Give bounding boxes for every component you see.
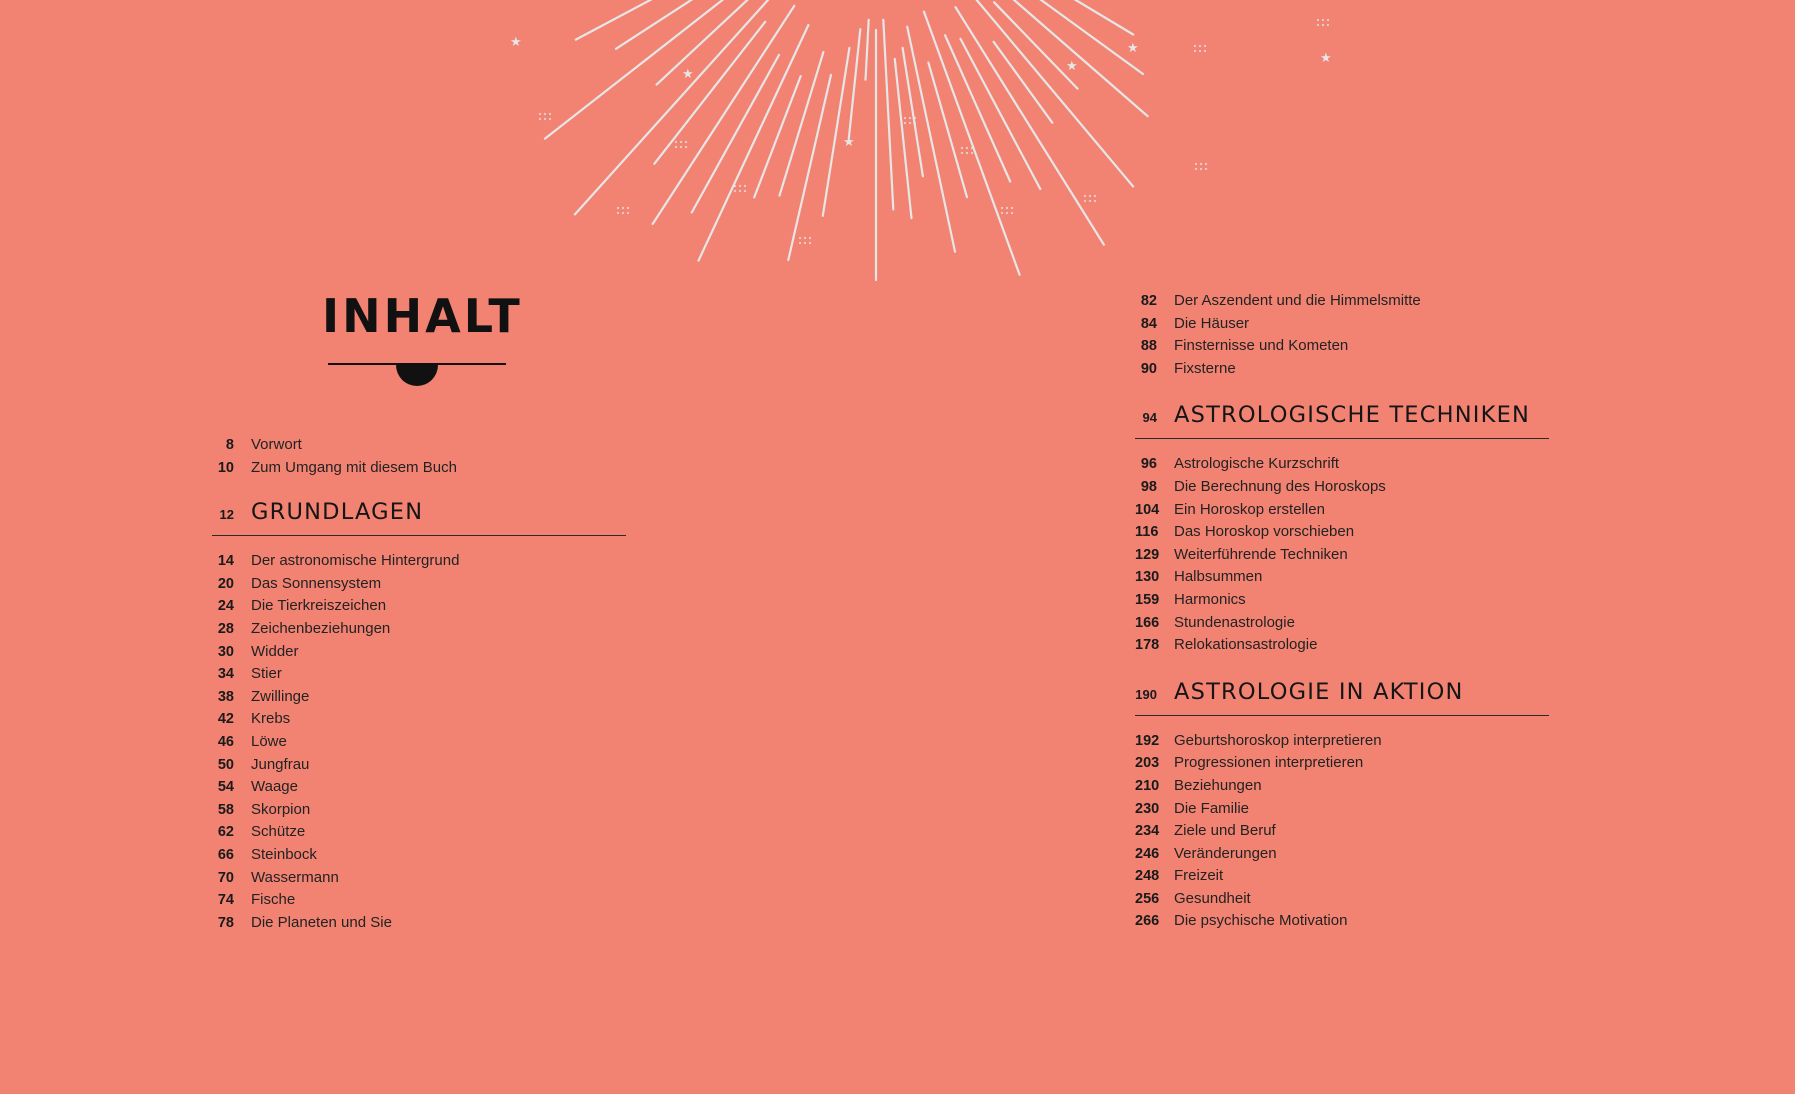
toc-entry[interactable] bbox=[1135, 612, 1549, 635]
toc-entry-label: Geburtshoroskop interpretieren bbox=[1174, 731, 1382, 749]
sparkle-dot bbox=[627, 207, 629, 209]
sparkle-dot bbox=[1011, 207, 1013, 209]
toc-page-number: 10 bbox=[217, 459, 234, 476]
sparkle-dot bbox=[1006, 212, 1008, 214]
sparkle-dot bbox=[675, 141, 677, 143]
sparkle-dot bbox=[544, 118, 546, 120]
section-entries bbox=[1135, 730, 1549, 933]
toc-entry[interactable] bbox=[212, 844, 626, 867]
sparkle-dot bbox=[1317, 19, 1319, 21]
toc-entry[interactable] bbox=[1135, 476, 1549, 499]
section-entries bbox=[1135, 453, 1549, 656]
toc-entry[interactable] bbox=[212, 457, 626, 480]
star-icon: ★ bbox=[1066, 59, 1078, 74]
sparkle-dot bbox=[799, 242, 801, 244]
toc-entry-label: Der Aszendent und die Himmelsmitte bbox=[1174, 292, 1421, 309]
sparkle-dot bbox=[734, 185, 736, 187]
sparkle-dot bbox=[627, 212, 629, 214]
toc-entry-label: Wassermann bbox=[251, 868, 339, 886]
toc-right-column bbox=[1135, 290, 1549, 933]
sparkle-dot bbox=[914, 117, 916, 119]
sparkle-dot bbox=[809, 237, 811, 239]
page-title: INHALT bbox=[322, 289, 523, 343]
sparkle-dot bbox=[539, 113, 541, 115]
toc-entry-label: Vorwort bbox=[251, 436, 302, 453]
continued-entries bbox=[1135, 290, 1549, 380]
toc-entry[interactable] bbox=[212, 708, 626, 731]
toc-page-number: 74 bbox=[217, 892, 234, 909]
toc-entry-label: Steinbock bbox=[251, 845, 317, 863]
toc-page-number: 98 bbox=[1140, 478, 1157, 495]
sparkle-dot bbox=[1200, 163, 1202, 165]
toc-entry-label: Freizeit bbox=[1174, 867, 1224, 885]
star-icon: ★ bbox=[1127, 41, 1139, 56]
toc-entry-label: Harmonics bbox=[1174, 590, 1246, 608]
sparkle-dot bbox=[1204, 45, 1206, 47]
toc-page-number: 230 bbox=[1135, 800, 1160, 817]
toc-entry[interactable] bbox=[212, 434, 626, 457]
toc-entry-label: Löwe bbox=[251, 732, 287, 750]
star-icon: ★ bbox=[843, 135, 855, 150]
sparkle-dot bbox=[1194, 50, 1196, 52]
section-title: ASTROLOGISCHE TECHNIKEN bbox=[1174, 402, 1531, 429]
sparkle-dot bbox=[1200, 168, 1202, 170]
toc-entry-label: Relokationsastrologie bbox=[1174, 636, 1318, 654]
toc-entry-label: Zeichenbeziehungen bbox=[251, 619, 391, 637]
toc-entry[interactable] bbox=[1135, 335, 1549, 358]
toc-entry-label: Das Sonnensystem bbox=[251, 574, 382, 592]
toc-entry-label: Finsternisse und Kometen bbox=[1174, 337, 1349, 355]
toc-page-number: 28 bbox=[217, 620, 234, 637]
toc-entry[interactable] bbox=[1135, 453, 1549, 476]
sparkle-dot bbox=[1322, 24, 1324, 26]
toc-entry[interactable] bbox=[212, 618, 626, 641]
section-page-number: 12 bbox=[219, 507, 234, 523]
ray-line bbox=[972, 0, 1133, 186]
sparkle-dot bbox=[804, 237, 806, 239]
toc-page-number: 234 bbox=[1135, 823, 1160, 840]
toc-page-number: 203 bbox=[1135, 755, 1160, 772]
ray-line bbox=[754, 76, 801, 197]
toc-entry[interactable] bbox=[1135, 775, 1549, 798]
sparkle-dot bbox=[685, 146, 687, 148]
toc-page-number: 66 bbox=[217, 846, 234, 863]
sparkle-dot bbox=[539, 118, 541, 120]
sparkle-dot bbox=[909, 117, 911, 119]
toc-page-number: 54 bbox=[217, 779, 234, 796]
sparkle-dot bbox=[1327, 24, 1329, 26]
sparkle-dot bbox=[966, 152, 968, 154]
sparkle-dot bbox=[617, 207, 619, 209]
sparkle-dot bbox=[1094, 200, 1096, 202]
toc-entry[interactable] bbox=[212, 550, 626, 573]
sparkle-dot bbox=[1322, 19, 1324, 21]
sparkle-dot bbox=[1205, 168, 1207, 170]
sparkle-dot bbox=[971, 147, 973, 149]
sparkle-dot bbox=[1089, 195, 1091, 197]
sparkle-dot bbox=[914, 122, 916, 124]
ray-line bbox=[823, 48, 850, 216]
toc-page-number: 88 bbox=[1140, 338, 1157, 355]
sparkle-dot bbox=[744, 190, 746, 192]
toc-entry[interactable] bbox=[1135, 290, 1549, 313]
section-astrologische-techniken bbox=[1135, 402, 1549, 439]
sunburst-rays-icon bbox=[0, 0, 1795, 330]
toc-entry-label: Die Berechnung des Horoskops bbox=[1174, 477, 1386, 495]
sparkle-dot bbox=[744, 185, 746, 187]
toc-page-number: 90 bbox=[1140, 360, 1157, 377]
toc-entry[interactable] bbox=[1135, 313, 1549, 336]
toc-entry[interactable] bbox=[1135, 566, 1549, 589]
sparkle-dot bbox=[1094, 195, 1096, 197]
sparkle-dot bbox=[1194, 45, 1196, 47]
toc-entry[interactable] bbox=[212, 776, 626, 799]
toc-entry-label: Fische bbox=[251, 891, 296, 909]
toc-page-number: 50 bbox=[217, 756, 234, 773]
half-circle-icon bbox=[396, 365, 438, 386]
ray-line bbox=[883, 20, 893, 210]
sparkle-dot bbox=[1084, 195, 1086, 197]
sparkle-dot bbox=[966, 147, 968, 149]
toc-page-number: 130 bbox=[1135, 569, 1160, 586]
toc-entry-label: Jungfrau bbox=[251, 755, 310, 773]
toc-entry-label: Progressionen interpretieren bbox=[1174, 754, 1364, 772]
toc-entry[interactable] bbox=[1135, 358, 1549, 381]
sparkle-dot bbox=[1001, 212, 1003, 214]
toc-page-number: 159 bbox=[1135, 591, 1160, 608]
sparkle-dot bbox=[680, 141, 682, 143]
toc-entry[interactable] bbox=[212, 799, 626, 822]
toc-entry[interactable] bbox=[212, 663, 626, 686]
sparkle-dot bbox=[1084, 200, 1086, 202]
toc-entry[interactable] bbox=[1135, 798, 1549, 821]
ray-line bbox=[849, 29, 861, 138]
sparkle-dot bbox=[961, 147, 963, 149]
toc-page-number: 192 bbox=[1135, 732, 1160, 749]
toc-entry-label: Gesundheit bbox=[1174, 889, 1251, 907]
toc-entry[interactable] bbox=[212, 889, 626, 912]
star-icon: ★ bbox=[1320, 51, 1332, 66]
sparkle-dot bbox=[799, 237, 801, 239]
toc-page-number: 30 bbox=[217, 643, 234, 660]
toc-entry[interactable] bbox=[1135, 499, 1549, 522]
toc-entry-label: Krebs bbox=[251, 710, 291, 728]
toc-entry[interactable] bbox=[1135, 521, 1549, 544]
sparkle-dot bbox=[734, 190, 736, 192]
title-block bbox=[322, 288, 523, 344]
section-title: ASTROLOGIE IN AKTION bbox=[1174, 678, 1464, 705]
toc-entry-label: Schütze bbox=[251, 823, 306, 841]
toc-page-number: 116 bbox=[1135, 524, 1159, 541]
toc-page-number: 266 bbox=[1135, 913, 1160, 930]
toc-entry[interactable] bbox=[1135, 730, 1549, 753]
toc-entry-label: Skorpion bbox=[251, 800, 311, 818]
sparkle-dot bbox=[617, 212, 619, 214]
toc-page-number: 58 bbox=[217, 801, 234, 818]
toc-entry-label: Beziehungen bbox=[1174, 776, 1262, 794]
toc-page-number: 42 bbox=[217, 711, 234, 728]
sparkle-dot bbox=[1199, 50, 1201, 52]
toc-entry-label: Zum Umgang mit diesem Buch bbox=[251, 458, 457, 476]
toc-entry[interactable] bbox=[212, 731, 626, 754]
toc-page-number: 38 bbox=[217, 688, 234, 705]
section-title: GRUNDLAGEN bbox=[251, 499, 424, 526]
sparkle-dot bbox=[680, 146, 682, 148]
toc-page-number: 62 bbox=[217, 824, 234, 841]
toc-entry[interactable] bbox=[212, 573, 626, 596]
toc-page-number: 78 bbox=[217, 914, 234, 931]
toc-entry-label: Der astronomische Hintergrund bbox=[251, 552, 460, 570]
toc-entry-label: Stundenastrologie bbox=[1174, 613, 1295, 631]
toc-page-number: 96 bbox=[1140, 456, 1157, 473]
toc-entry-label: Die Planeten und Sie bbox=[251, 913, 392, 931]
toc-page-number: 166 bbox=[1135, 614, 1160, 631]
toc-page-number: 256 bbox=[1135, 890, 1160, 907]
ray-line bbox=[1013, 0, 1133, 35]
ray-line bbox=[692, 55, 779, 213]
sparkle-dot bbox=[909, 122, 911, 124]
sparkle-dot bbox=[622, 207, 624, 209]
sparkle-dot bbox=[622, 212, 624, 214]
ray-line bbox=[866, 20, 869, 80]
sparkle-dot bbox=[685, 141, 687, 143]
toc-entry[interactable] bbox=[1135, 544, 1549, 567]
sparkle-dot bbox=[1089, 200, 1091, 202]
sparkle-dot bbox=[1011, 212, 1013, 214]
toc-page-number: 14 bbox=[217, 553, 234, 570]
toc-entry-label: Veränderungen bbox=[1174, 844, 1277, 862]
toc-entry[interactable] bbox=[1135, 865, 1549, 888]
sparkle-dot bbox=[544, 113, 546, 115]
sparkle-dot bbox=[971, 152, 973, 154]
sparkle-dot bbox=[809, 242, 811, 244]
toc-entry[interactable] bbox=[212, 912, 626, 935]
ray-line bbox=[654, 22, 765, 164]
toc-page-number: 46 bbox=[217, 733, 234, 750]
toc-entry-label: Widder bbox=[251, 642, 299, 660]
toc-entry[interactable] bbox=[1135, 752, 1549, 775]
ray-line bbox=[545, 0, 766, 139]
sparkle-dot bbox=[1205, 163, 1207, 165]
toc-page-number: 20 bbox=[217, 575, 234, 592]
star-icon: ★ bbox=[510, 35, 522, 50]
toc-entry-label: Die Häuser bbox=[1174, 314, 1250, 332]
toc-page-number: 8 bbox=[225, 437, 234, 453]
toc-entry-label: Weiterführende Techniken bbox=[1174, 545, 1348, 563]
sparkle-dot bbox=[1195, 168, 1197, 170]
toc-entry-label: Die Familie bbox=[1174, 799, 1250, 817]
ray-line bbox=[616, 0, 733, 49]
sparkle-dot bbox=[904, 117, 906, 119]
toc-entry[interactable] bbox=[1135, 589, 1549, 612]
sparkle-dot bbox=[1001, 207, 1003, 209]
sparkle-dot bbox=[739, 185, 741, 187]
toc-entry[interactable] bbox=[212, 821, 626, 844]
ray-line bbox=[928, 63, 967, 198]
ray-line bbox=[907, 27, 955, 252]
sparkle-dot bbox=[961, 152, 963, 154]
section-heading[interactable] bbox=[212, 499, 626, 536]
toc-page-number: 34 bbox=[217, 666, 234, 683]
ray-line bbox=[788, 75, 831, 260]
toc-left-column bbox=[212, 434, 626, 934]
toc-page-number: 24 bbox=[217, 598, 234, 615]
sparkle-dot bbox=[1204, 50, 1206, 52]
toc-entry[interactable] bbox=[212, 867, 626, 890]
toc-page-number: 129 bbox=[1135, 546, 1160, 563]
toc-entry-label: Waage bbox=[251, 778, 298, 796]
toc-page-number: 70 bbox=[217, 869, 234, 886]
toc-entry[interactable] bbox=[1135, 634, 1549, 657]
sparkle-dot bbox=[549, 113, 551, 115]
toc-entry-label: Ziele und Beruf bbox=[1174, 822, 1276, 840]
section-entries bbox=[212, 550, 626, 934]
sparkle-dot bbox=[1006, 207, 1008, 209]
ray-line bbox=[1022, 0, 1143, 74]
toc-entry[interactable] bbox=[1135, 888, 1549, 911]
toc-entry[interactable] bbox=[212, 641, 626, 664]
section-heading[interactable] bbox=[1135, 679, 1549, 716]
toc-entry-label: Die psychische Motivation bbox=[1174, 912, 1348, 930]
section-heading[interactable] bbox=[1135, 402, 1549, 439]
ray-line bbox=[924, 12, 1020, 275]
toc-entry[interactable] bbox=[1135, 843, 1549, 866]
toc-entry-label: Halbsummen bbox=[1174, 568, 1263, 586]
toc-entry-label: Das Horoskop vorschieben bbox=[1174, 523, 1355, 541]
sparkle-dot bbox=[1317, 24, 1319, 26]
sparkle-dot bbox=[1199, 45, 1201, 47]
toc-entry[interactable] bbox=[1135, 820, 1549, 843]
sparkle-dot bbox=[1195, 163, 1197, 165]
toc-entry-label: Zwillinge bbox=[251, 687, 310, 705]
sparkle-dot bbox=[549, 118, 551, 120]
section-page-number: 94 bbox=[1142, 410, 1157, 426]
sparkle-dot bbox=[739, 190, 741, 192]
toc-entry[interactable] bbox=[212, 595, 626, 618]
star-icon: ★ bbox=[682, 67, 694, 82]
toc-page-number: 104 bbox=[1135, 501, 1160, 518]
section-grundlagen bbox=[212, 499, 626, 536]
toc-entry-label: Astrologische Kurzschrift bbox=[1174, 455, 1340, 473]
toc-entry[interactable] bbox=[1135, 910, 1549, 933]
toc-entry-label: Ein Horoskop erstellen bbox=[1174, 500, 1325, 518]
section-page-number: 190 bbox=[1135, 686, 1157, 702]
toc-entry[interactable] bbox=[212, 686, 626, 709]
section-astrologie-in-aktion bbox=[1135, 679, 1549, 716]
toc-page-number: 248 bbox=[1135, 868, 1160, 885]
sparkle-dot bbox=[804, 242, 806, 244]
toc-entry-label: Stier bbox=[251, 665, 282, 683]
sparkle-dot bbox=[675, 146, 677, 148]
toc-page-number: 246 bbox=[1135, 845, 1160, 862]
toc-entry-label: Die Tierkreiszeichen bbox=[251, 597, 387, 615]
toc-page-number: 178 bbox=[1135, 637, 1160, 654]
sparkle-dot bbox=[904, 122, 906, 124]
toc-entry[interactable] bbox=[212, 754, 626, 777]
toc-page-number: 84 bbox=[1140, 315, 1157, 332]
sparkle-dot bbox=[1327, 19, 1329, 21]
toc-page-number: 210 bbox=[1135, 777, 1160, 794]
toc-page-number: 82 bbox=[1140, 293, 1157, 309]
toc-entry-label: Fixsterne bbox=[1174, 359, 1236, 377]
